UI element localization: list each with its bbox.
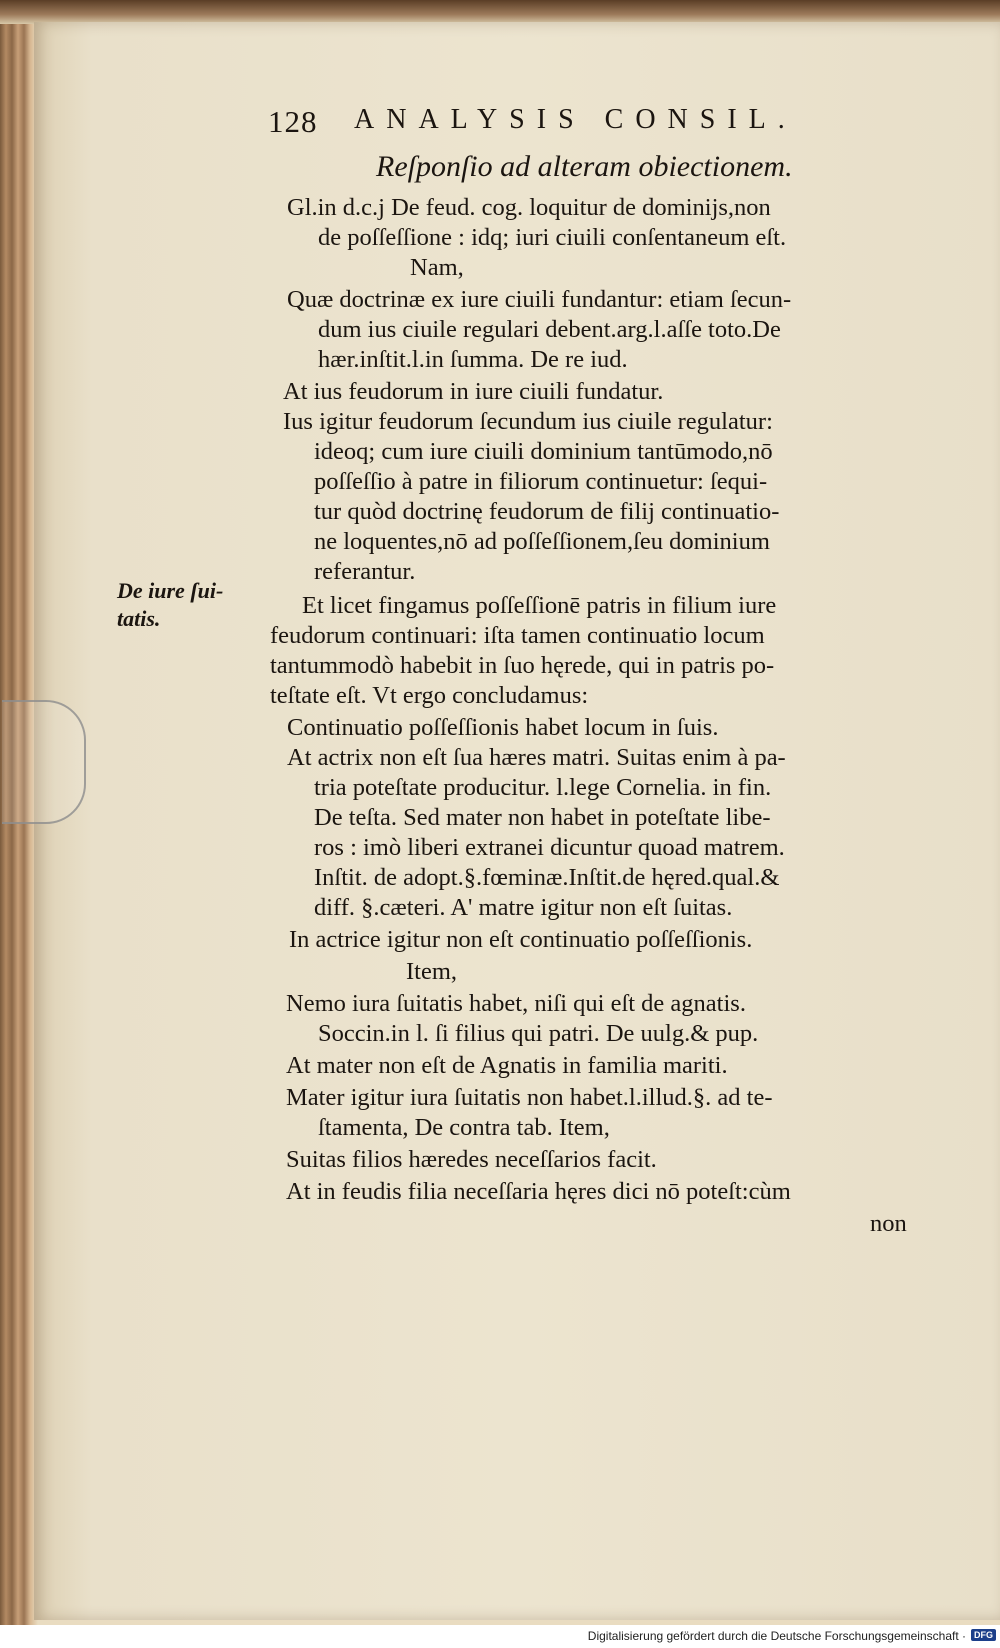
text-line: Mater igitur iura ſuitatis non habet.l.illud.§. ad te- [286,1084,773,1111]
page-clip [2,700,86,824]
text-line: At actrix non eſt ſua hæres matri. Suitas enim à pa- [287,744,786,771]
text-line: Item, [406,958,458,985]
text-line: tur quòd doctrinę feudorum de filij continuatio- [314,498,780,525]
text-line: At mater non eſt de Agnatis in familia mariti. [286,1052,728,1079]
text-line: dum ius ciuile regulari debent.arg.l.aſſe toto.De [318,316,781,343]
text-line: hær.inſtit.l.in ſumma. De re iud. [318,346,628,373]
text-line: Quæ doctrinæ ex iure ciuili fundantur: etiam ſecun- [287,286,792,313]
book-top-edge [0,0,1000,24]
text-line: poſſeſſio à patre in filiorum continuetur: ſequi- [314,468,768,495]
text-line: tria poteſtate producitur. l.lege Cornelia. in fin. [314,774,772,801]
text-line: Nam, [410,254,464,281]
text-line: ne loquentes,nō ad poſſeſſionem,ſeu dominium [314,528,770,555]
text-line: feudorum continuari: iſta tamen continuatio locum [270,622,765,649]
text-line: In actrice igitur non eſt continuatio poſſeſſionis. [289,926,753,953]
running-head: ANALYSIS CONSIL. [354,104,797,135]
dfg-logo: DFG [971,1629,996,1641]
footer-bar [0,1625,1000,1648]
text-line: teſtate eſt. Vt ergo concludamus: [270,682,589,709]
text-line: Ius igitur feudorum ſecundum ius ciuile regulatur: [283,408,773,435]
text-line: diff. §.cæteri. A' matre igitur non eſt ſuitas. [314,894,733,921]
text-line: At ius feudorum in iure ciuili fundatur. [283,378,664,405]
margin-note-line: tatis. [117,606,161,631]
text-line: de poſſeſſione : idq; iuri ciuili conſentaneum eſt. [318,224,787,251]
text-line: At in feudis filia neceſſaria hęres dici nō poteſt:cùm [286,1178,791,1205]
text-line: Suitas filios hæredes neceſſarios facit. [286,1146,657,1173]
text-line: Soccin.in l. ſi filius qui patri. De uulg.& pup. [318,1020,759,1047]
text-line: ſtamenta, De contra tab. Item, [318,1114,610,1141]
text-line: Continuatio poſſeſſionis habet locum in ſuis. [287,714,719,741]
text-line: referantur. [314,558,416,585]
text-line: ros : imò liberi extranei dicuntur quoad matrem. [314,834,785,861]
text-line: Gl.in d.c.j De feud. cog. loquitur de dominijs,non [287,194,771,221]
text-line: Inſtit. de adopt.§.fœminæ.Inſtit.de hęred.qual.& [314,864,780,891]
text-line: ideoq; cum iure ciuili dominium tantūmodo,nō [314,438,773,465]
text-line: Et licet fingamus poſſeſſionē patris in filium iure [302,592,777,619]
text-line: Nemo iura ſuitatis habet, niſi qui eſt de agnatis. [286,990,746,1017]
page-number: 128 [268,104,318,139]
catchword: non [870,1210,907,1237]
text-line: tantummodò habebit in ſuo hęrede, qui in patris po- [270,652,775,679]
footer-credit: Digitalisierung gefördert durch die Deutsche Forschungsgemeinschaft · [587,1629,966,1643]
margin-note-line: De iure ſui- [117,578,224,603]
section-heading: Reſponſio ad alteram obiectionem. [376,150,793,183]
text-line: De teſta. Sed mater non habet in poteſtate libe- [314,804,771,831]
